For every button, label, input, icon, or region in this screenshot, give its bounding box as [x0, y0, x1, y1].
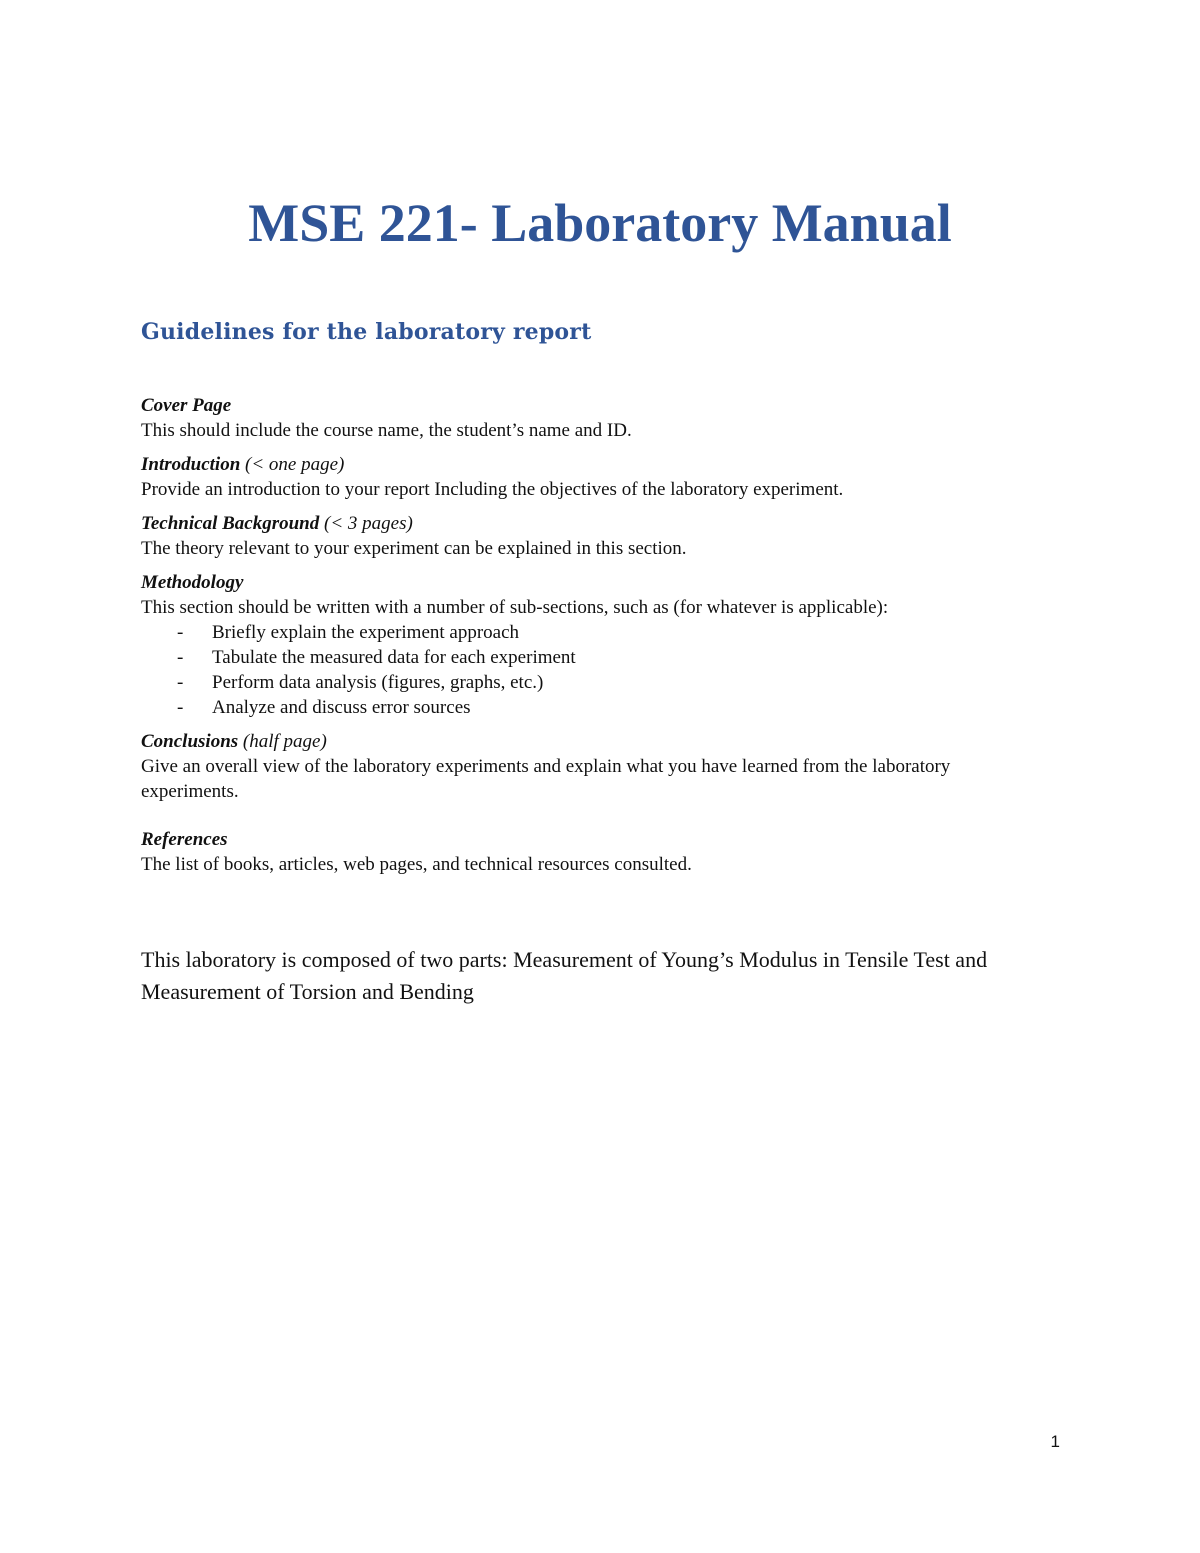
page-number: 1	[1050, 1432, 1060, 1451]
section-title	[141, 512, 1041, 536]
section-title	[141, 730, 1041, 754]
section-body: Give an overall view of the laboratory experiments and explain what you have learned from the laboratory experiments.	[141, 756, 951, 802]
section-title	[141, 453, 1041, 477]
section-note: (< 3 pages)	[319, 513, 413, 534]
laboratory-summary: This laboratory is composed of two parts: Measurement of Young’s Modulus in Tensile Test and Measurement of Torsion and Bending	[141, 947, 988, 1004]
section-cover-page	[141, 394, 1041, 443]
methodology-bullet-list	[141, 620, 1041, 720]
bullet-dash: -	[177, 622, 184, 643]
section-name: Cover Page	[141, 395, 232, 416]
section-technical-background	[141, 512, 1041, 561]
list-item	[177, 645, 1041, 670]
section-name: Introduction	[141, 454, 241, 475]
section-name: References	[141, 829, 228, 850]
section-title	[141, 571, 1041, 595]
section-methodology	[141, 571, 1041, 720]
list-item-text: Perform data analysis (figures, graphs, etc.)	[212, 672, 544, 693]
section-introduction	[141, 453, 1041, 502]
list-item-text: Analyze and discuss error sources	[212, 697, 471, 718]
list-item-text: Briefly explain the experiment approach	[212, 622, 520, 643]
section-body: The theory relevant to your experiment can be explained in this section.	[141, 538, 687, 559]
section-title	[141, 828, 1041, 852]
list-item	[177, 620, 1041, 645]
section-body: The list of books, articles, web pages, and technical resources consulted.	[141, 854, 692, 875]
section-title	[141, 394, 1041, 418]
list-item	[177, 695, 1041, 720]
guidelines-content	[141, 310, 1041, 887]
bullet-dash: -	[177, 697, 184, 718]
section-name: Technical Background	[141, 513, 320, 534]
section-name: Conclusions	[141, 731, 239, 752]
section-name: Methodology	[141, 572, 244, 593]
section-note: (< one page)	[240, 454, 345, 475]
section-references	[141, 828, 1041, 877]
list-item	[177, 670, 1041, 695]
bullet-dash: -	[177, 672, 184, 693]
section-conclusions	[141, 730, 1041, 804]
guidelines-heading: Guidelines for the laboratory report	[141, 319, 592, 345]
section-body: This section should be written with a number of sub-sections, such as (for whatever is applicable):	[141, 597, 889, 618]
section-body: Provide an introduction to your report Including the objectives of the laboratory experiment.	[141, 479, 844, 500]
bullet-dash: -	[177, 647, 184, 668]
section-body: This should include the course name, the student’s name and ID.	[141, 420, 632, 441]
page-title: MSE 221- Laboratory Manual	[248, 193, 952, 253]
section-spacer	[141, 814, 1041, 828]
section-note: (half page)	[238, 731, 327, 752]
list-item-text: Tabulate the measured data for each experiment	[212, 647, 576, 668]
